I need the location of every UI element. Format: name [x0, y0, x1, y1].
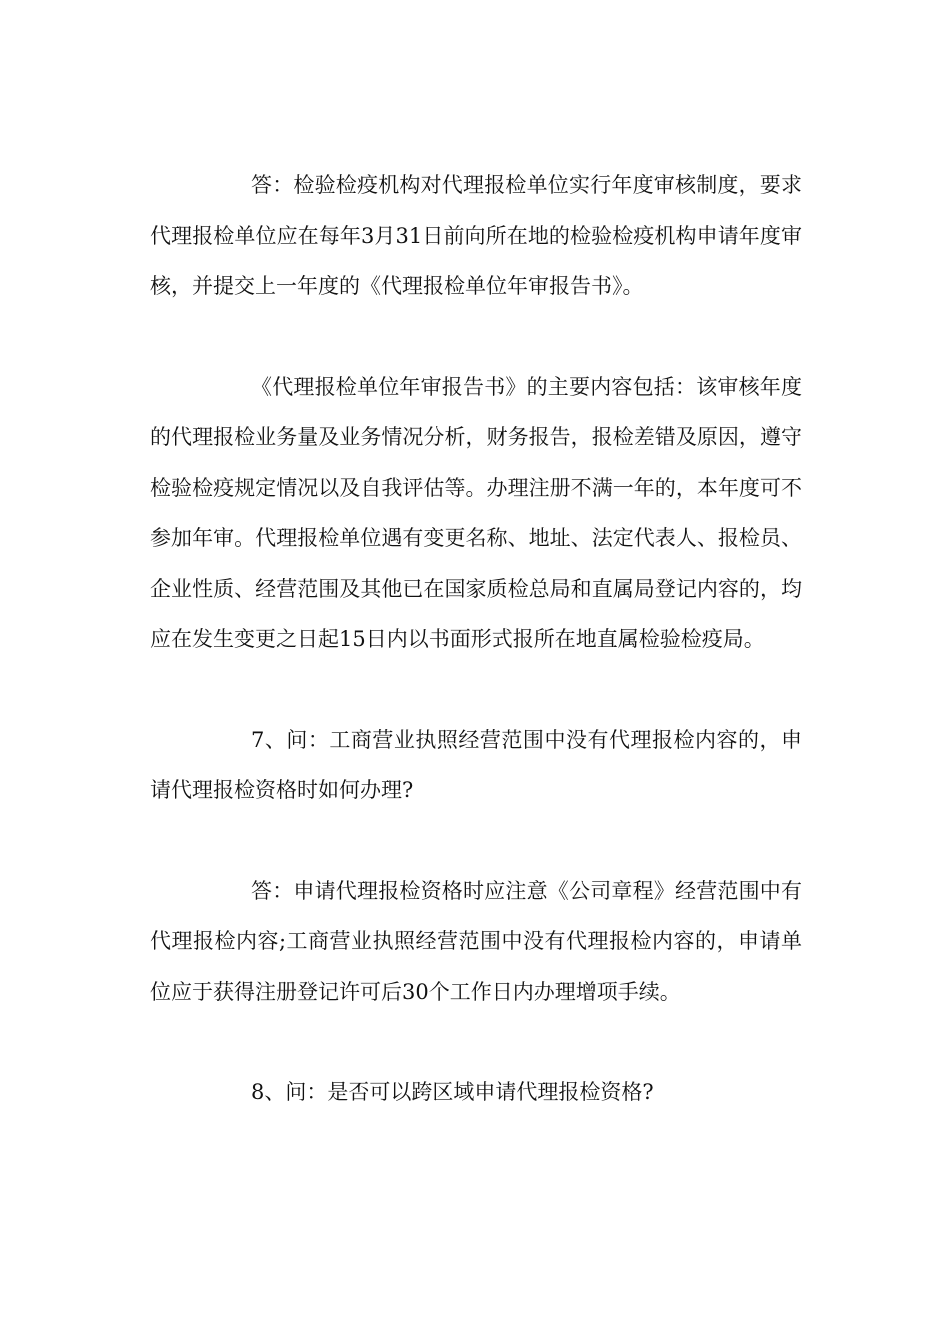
document-page [150, 160, 802, 1118]
paragraph-question-7: 7、问：工商营业执照经营范围中没有代理报检内容的，申请代理报检资格时如何办理? [150, 727, 802, 802]
paragraph-answer-7: 答：申请代理报检资格时应注意《公司章程》经营范围中有代理报检内容;工商营业执照经营范围中没有代理报检内容的，申请单位应于获得注册登记许可后30个工作日内办理增项手续。 [150, 878, 802, 1004]
paragraph-question-8: 8、问：是否可以跨区域申请代理报检资格? [251, 1080, 654, 1104]
paragraph-annual-review-answer: 答：检验检疫机构对代理报检单位实行年度审核制度，要求代理报检单位应在每年3月31日前向所在地的检验检疫机构申请年度审核，并提交上一年度的《代理报检单位年审报告书》。 [150, 173, 802, 298]
paragraph-report-contents: 《代理报检单位年审报告书》的主要内容包括：该审核年度的代理报检业务量及业务情况分析，财务报告，报检差错及原因，遵守检验检疫规定情况以及自我评估等。办理注册不满一年的，本年度可不参加年审。代理报检单位遇有变更名称、地址、法定代表人、报检员、企业性质、经营范围及其他已在国家质检总局和直属局登记内容的，均应在发生变更之日起15日内以书面形式报所在地直属检验检疫局。 [150, 374, 802, 651]
